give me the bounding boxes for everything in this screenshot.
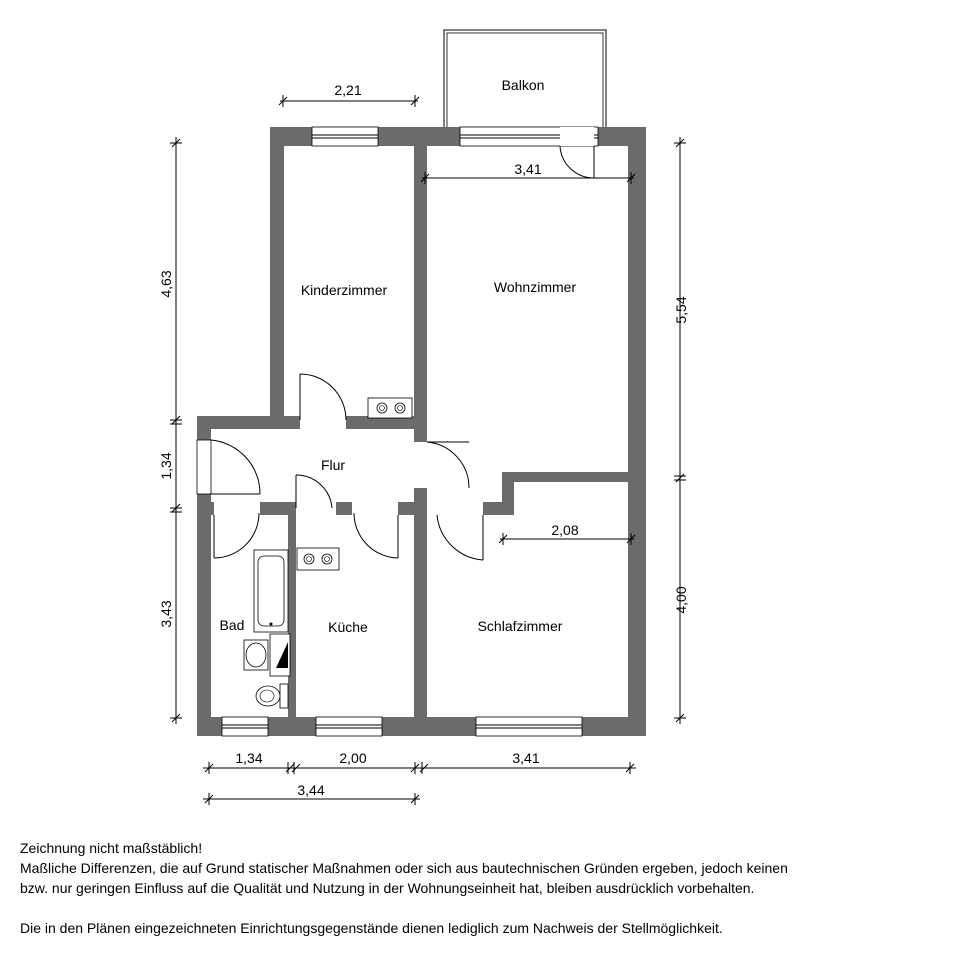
dim-bottom-schlaf: 3,41 [512, 750, 540, 766]
dim-right-upper: 5,54 [673, 296, 689, 324]
stove-kueche [297, 548, 339, 570]
room-label-flur: Flur [320, 457, 346, 473]
dim-top-wohn-width: 3,41 [514, 161, 542, 177]
washbasin [244, 640, 268, 670]
room-label-kueche: Küche [328, 619, 368, 635]
dimension-lines [170, 95, 686, 805]
dim-left-middle: 1,34 [158, 452, 174, 480]
note-furnishing: Die in den Plänen eingezeichneten Einrichtungsgegenstände dienen lediglich zum Nachweis der Stellmöglichkeit. [20, 920, 723, 936]
toilet [256, 684, 288, 708]
dim-right-lower: 4,00 [673, 586, 689, 614]
dim-left-upper: 4,63 [158, 270, 174, 298]
room-label-wohnzimmer: Wohnzimmer [493, 279, 577, 295]
washing-machine [270, 634, 290, 676]
note-dimension-differences-2: bzw. nur geringen Einfluss auf die Qualität und Nutzung in der Wohnungseinheit hat, bleiben ausdrücklich vorbehalten. [20, 880, 755, 896]
room-label-kinderzimmer: Kinderzimmer [300, 282, 388, 298]
note-not-to-scale: Zeichnung nicht maßstäblich! [20, 840, 203, 856]
room-label-bad: Bad [219, 617, 245, 633]
dim-bottom-kueche: 2,00 [339, 750, 367, 766]
dim-bottom-bad: 1,34 [235, 750, 263, 766]
room-label-balkon: Balkon [501, 77, 545, 93]
dim-left-lower: 3,43 [158, 600, 174, 628]
dim-bottom-total: 3,44 [297, 782, 325, 798]
bathtub [254, 550, 288, 632]
dim-top-kinder-width: 2,21 [334, 82, 362, 98]
disclaimer-notes [20, 838, 940, 938]
stove-kinderzimmer [368, 398, 412, 418]
note-dimension-differences-1: Maßliche Differenzen, die auf Grund statischer Maßnahmen oder sich aus bautechnischen Gründen ergeben, jedoch keinen [20, 860, 788, 876]
door-openings [197, 127, 594, 515]
room-label-schlafzimmer: Schlafzimmer [477, 618, 563, 634]
dim-schlaf-width: 2,08 [551, 522, 579, 538]
door-swings [211, 146, 594, 560]
